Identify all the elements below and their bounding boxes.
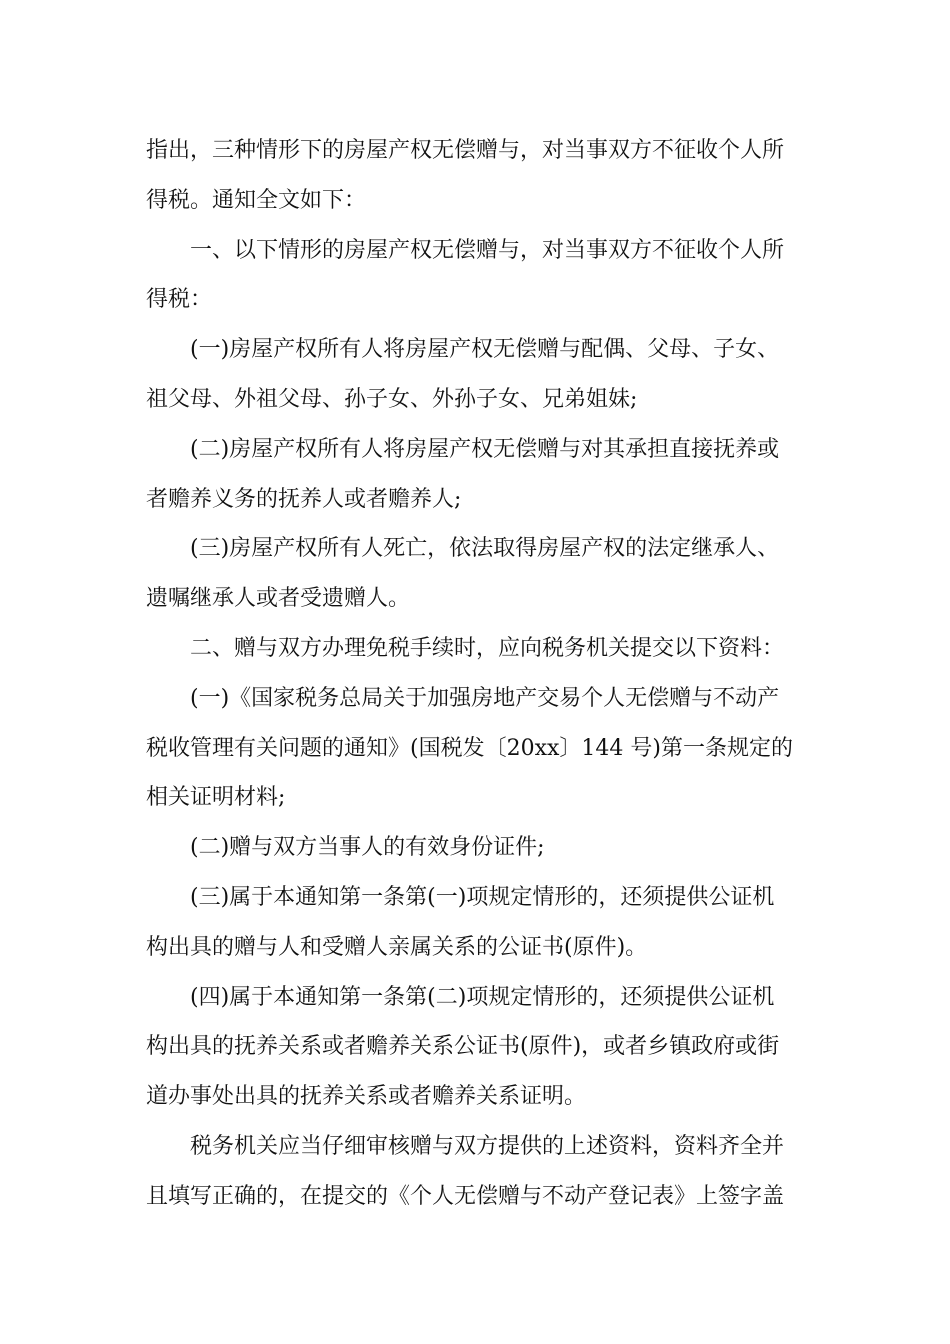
text-line: 指出，三种情形下的房屋产权无偿赠与，对当事双方不征收个人所	[146, 138, 785, 163]
text-line: 税务机关应当仔细审核赠与双方提供的上述资料，资料齐全并	[190, 1133, 785, 1159]
text-line: (一)房屋产权所有人将房屋产权无偿赠与配偶、父母、子女、	[190, 337, 780, 363]
text-line: 得税。通知全文如下：	[146, 187, 367, 213]
text-line: (二)房屋产权所有人将房屋产权无偿赠与对其承担直接抚养或	[190, 436, 780, 462]
text-line: 道办事处出具的抚养关系或者赡养关系证明。	[146, 1084, 587, 1110]
text-line: 构出具的赠与人和受赠人亲属关系的公证书(原件)。	[146, 934, 648, 960]
text-line: (一)《国家税务总局关于加强房地产交易个人无偿赠与不动产	[190, 685, 780, 711]
text-line: 税收管理有关问题的通知》(国税发〔20xx〕144 号)第一条规定的	[146, 735, 793, 761]
document-body	[146, 126, 808, 1222]
text-line: (三)属于本通知第一条第(一)项规定情形的，还须提供公证机	[190, 884, 775, 910]
text-line: 得税：	[146, 287, 213, 313]
text-line: 且填写正确的，在提交的《个人无偿赠与不动产登记表》上签字盖	[146, 1183, 785, 1209]
text-line: 二、赠与双方办理免税手续时，应向税务机关提交以下资料：	[190, 635, 785, 661]
text-line: 构出具的抚养关系或者赡养关系公证书(原件)，或者乡镇政府或街	[146, 1034, 780, 1060]
text-line: 一、以下情形的房屋产权无偿赠与，对当事双方不征收个人所	[190, 237, 785, 263]
text-line: (四)属于本通知第一条第(二)项规定情形的，还须提供公证机	[190, 984, 775, 1010]
text-line: (二)赠与双方当事人的有效身份证件;	[190, 835, 545, 861]
text-line: 者赡养义务的抚养人或者赡养人;	[146, 486, 462, 512]
text-line: (三)房屋产权所有人死亡，依法取得房屋产权的法定继承人、	[190, 536, 780, 562]
text-line: 遗嘱继承人或者受遗赠人。	[146, 586, 411, 612]
text-line: 祖父母、外祖父母、孙子女、外孙子女、兄弟姐妹;	[146, 386, 638, 412]
text-line: 相关证明材料;	[146, 785, 286, 811]
